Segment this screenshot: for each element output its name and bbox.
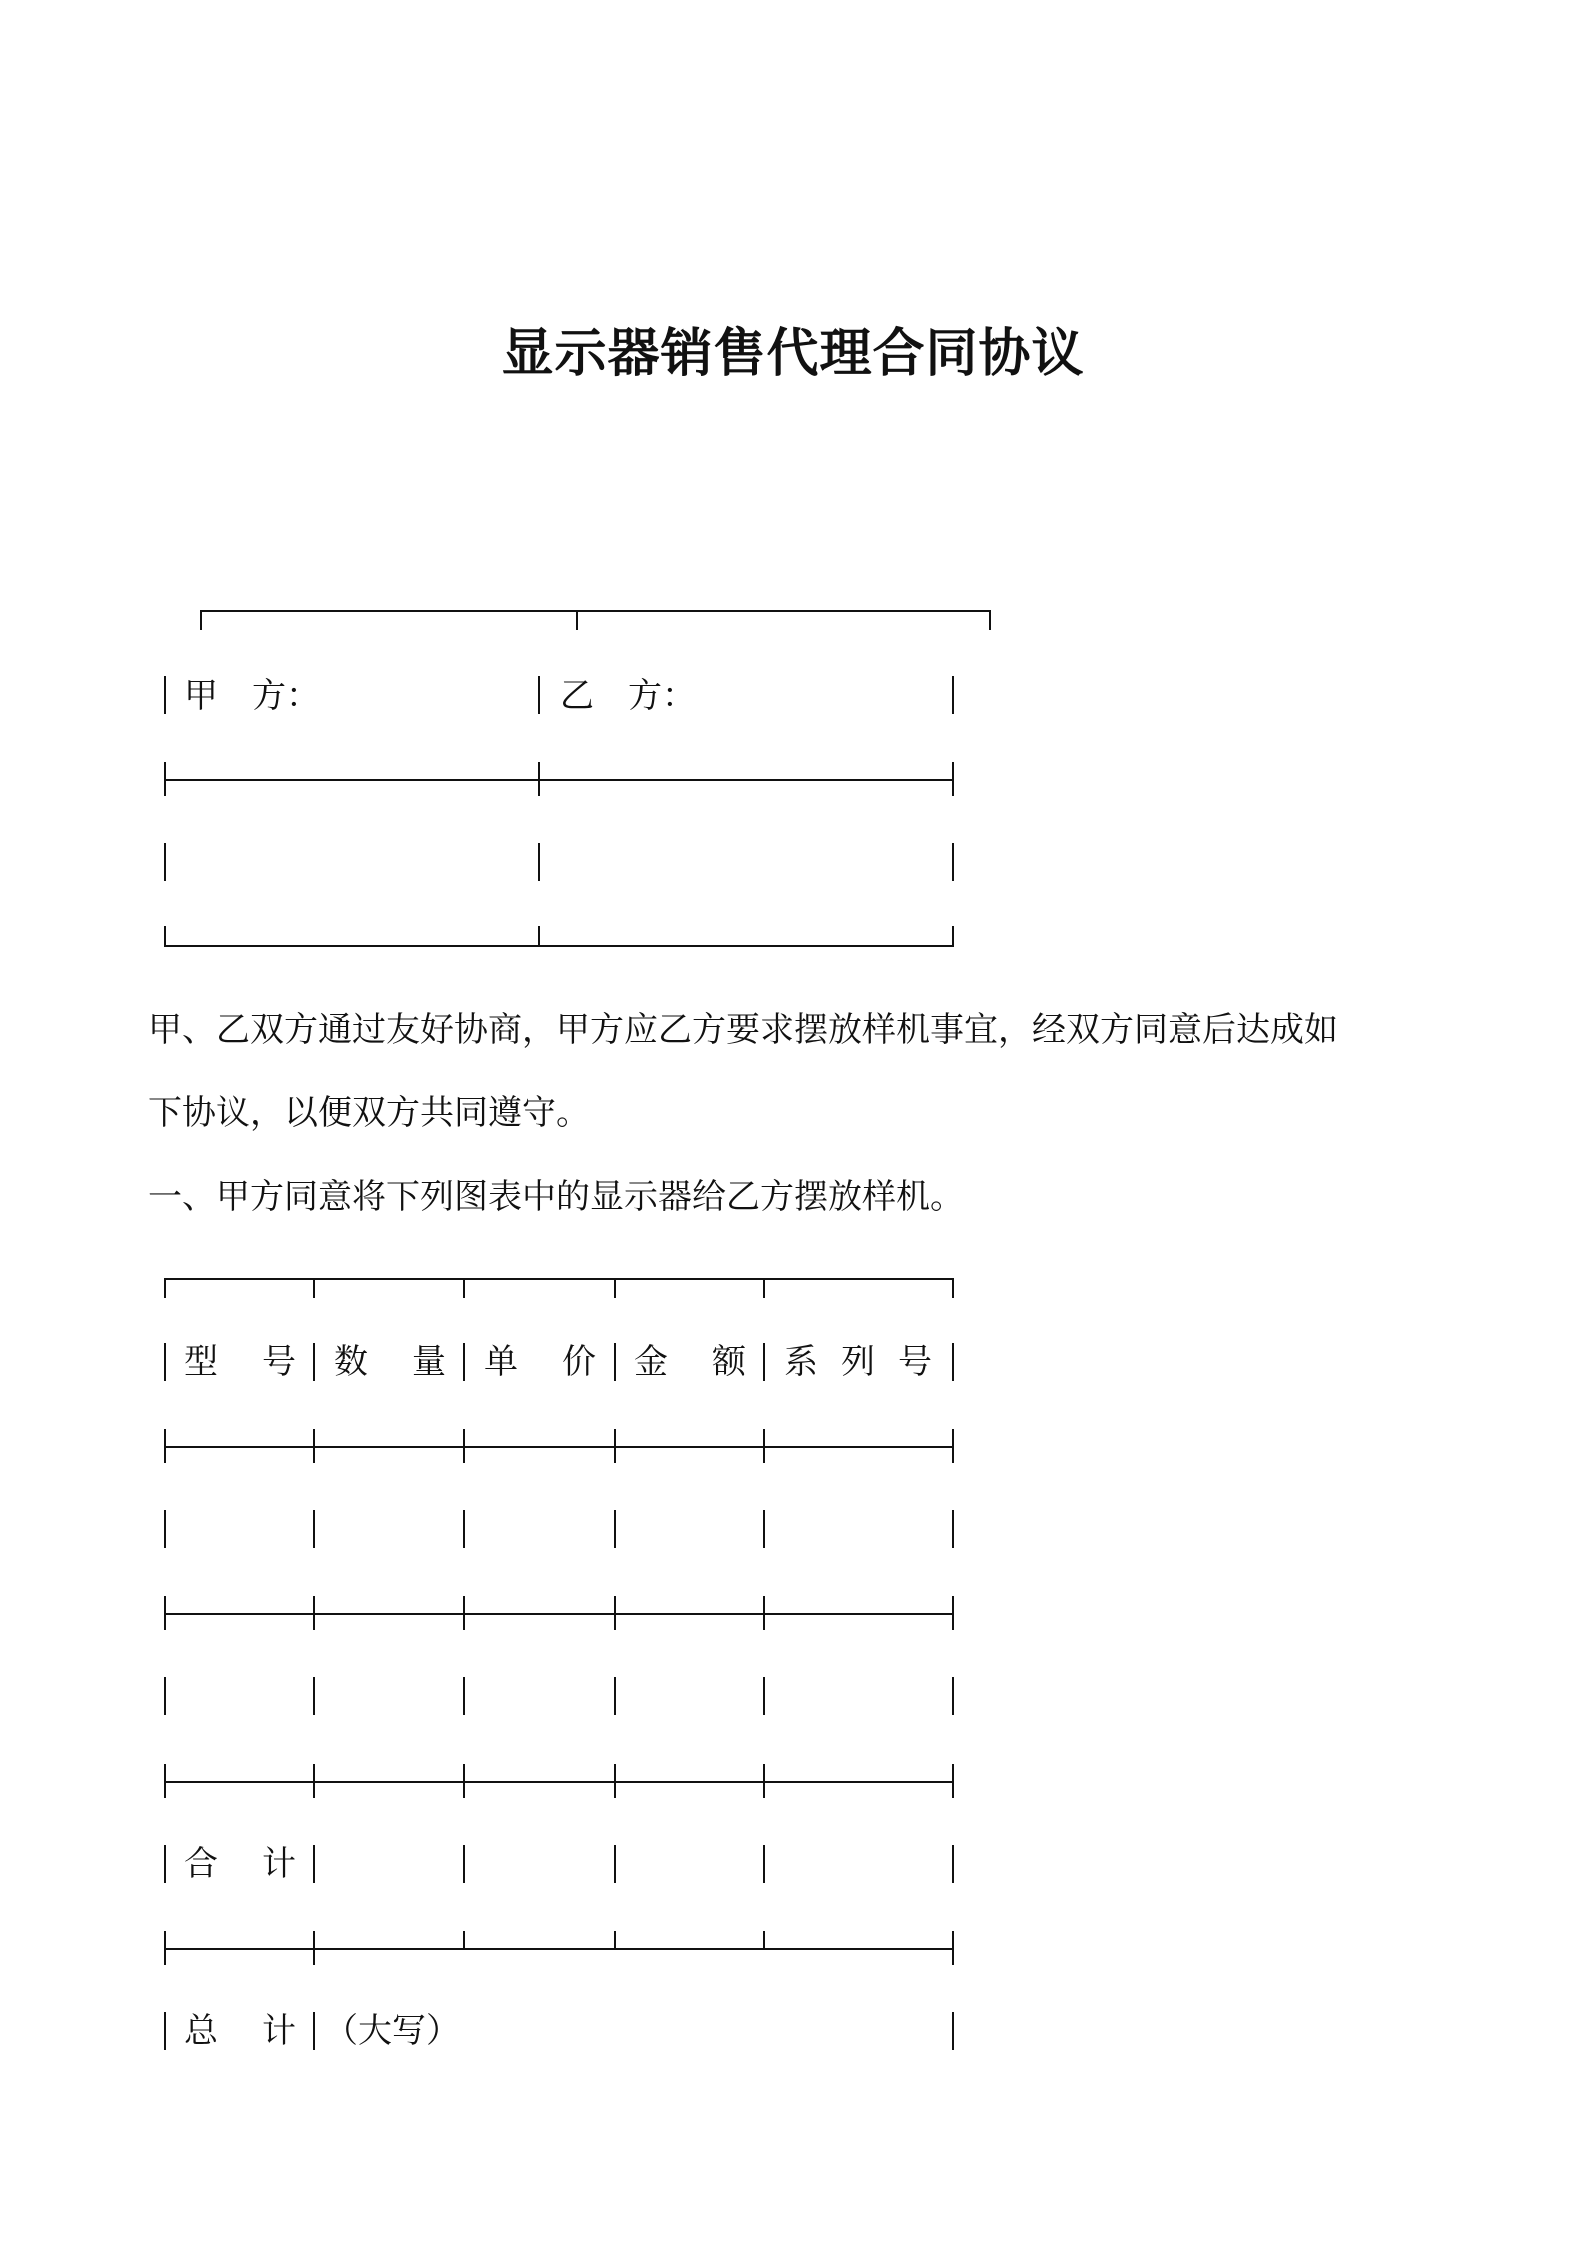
intro-line-1: 甲、乙双方通过友好协商，甲方应乙方要求摆放样机事宜，经双方同意后达成如	[148, 1010, 1338, 1050]
product-cell-border	[313, 1343, 315, 1381]
parties-top-tick	[989, 610, 991, 630]
total-capitalized-note: （大写）	[324, 2011, 460, 2051]
party-b-label: 乙 方：	[560, 676, 696, 716]
product-tick	[952, 1764, 954, 1798]
subtotal-char: 合	[184, 1844, 218, 1884]
header-serial-char: 列	[841, 1342, 875, 1382]
product-tick	[463, 1931, 465, 1950]
product-cell-border	[463, 1510, 465, 1548]
page-title: 显示器销售代理合同协议	[501, 324, 1085, 384]
product-cell-border	[952, 1343, 954, 1381]
product-tick	[952, 1596, 954, 1630]
parties-bottom-tick	[952, 926, 954, 947]
product-tick	[313, 1931, 315, 1965]
product-cell-border	[614, 1845, 616, 1883]
parties-cell-border	[164, 676, 166, 714]
product-tick	[614, 1596, 616, 1630]
product-tick	[463, 1429, 465, 1463]
product-cell-border	[952, 2012, 954, 2050]
product-tick	[614, 1931, 616, 1950]
product-row-separator	[164, 1781, 954, 1783]
parties-tick	[164, 762, 166, 796]
header-serial-number	[784, 1340, 932, 1384]
header-amount	[634, 1340, 746, 1384]
product-tick	[164, 1764, 166, 1798]
product-cell-border	[463, 1845, 465, 1883]
header-unit-price-char: 价	[562, 1342, 596, 1382]
parties-tick	[952, 762, 954, 796]
header-quantity-char: 量	[412, 1342, 446, 1382]
parties-bottom-tick	[538, 926, 540, 947]
product-cell-border	[164, 2012, 166, 2050]
product-tick	[164, 1429, 166, 1463]
parties-cell-border	[538, 676, 540, 714]
party-a-label: 甲 方：	[184, 676, 320, 716]
product-row-separator	[164, 1446, 954, 1448]
product-top-tick	[614, 1278, 616, 1298]
product-row-separator	[164, 1613, 954, 1615]
product-tick	[313, 1429, 315, 1463]
header-serial-char: 系	[784, 1342, 818, 1382]
product-cell-border	[164, 1343, 166, 1381]
product-top-tick	[313, 1278, 315, 1298]
product-cell-border	[313, 1845, 315, 1883]
product-row-separator	[164, 1948, 954, 1950]
product-tick	[952, 1429, 954, 1463]
product-cell-border	[763, 1510, 765, 1548]
product-top-border	[164, 1278, 954, 1280]
product-tick	[313, 1764, 315, 1798]
product-tick	[763, 1429, 765, 1463]
total-char: 计	[262, 2011, 296, 2051]
header-model-char: 号	[262, 1342, 296, 1382]
product-cell-border	[164, 1510, 166, 1548]
header-quantity-char: 数	[334, 1342, 368, 1382]
product-cell-border	[614, 1510, 616, 1548]
intro-line-2: 下协议，以便双方共同遵守。	[148, 1093, 590, 1133]
parties-cell-border	[952, 676, 954, 714]
parties-row-separator	[164, 779, 954, 781]
product-cell-border	[313, 2012, 315, 2050]
product-tick	[952, 1931, 954, 1965]
product-tick	[614, 1429, 616, 1463]
header-model-char: 型	[184, 1342, 218, 1382]
parties-cell-border	[952, 843, 954, 881]
header-serial-char: 号	[898, 1342, 932, 1382]
product-cell-border	[614, 1343, 616, 1381]
product-tick	[463, 1596, 465, 1630]
product-top-tick	[463, 1278, 465, 1298]
header-model	[184, 1340, 296, 1384]
product-cell-border	[952, 1510, 954, 1548]
header-amount-char: 额	[712, 1342, 746, 1382]
product-cell-border	[952, 1845, 954, 1883]
parties-bottom-tick	[164, 926, 166, 947]
product-tick	[164, 1931, 166, 1965]
product-cell-border	[313, 1677, 315, 1715]
clause-1: 一、甲方同意将下列图表中的显示器给乙方摆放样机。	[148, 1177, 964, 1217]
total-char: 总	[184, 2011, 218, 2051]
product-cell-border	[463, 1677, 465, 1715]
subtotal-label	[184, 1842, 296, 1886]
parties-top-border	[201, 610, 991, 612]
product-cell-border	[164, 1677, 166, 1715]
product-cell-border	[952, 1677, 954, 1715]
total-label	[184, 2009, 296, 2053]
parties-tick	[538, 762, 540, 796]
product-cell-border	[164, 1845, 166, 1883]
parties-bottom-border	[164, 945, 954, 947]
product-tick	[763, 1596, 765, 1630]
product-top-tick	[164, 1278, 166, 1298]
product-tick	[763, 1764, 765, 1798]
product-tick	[763, 1931, 765, 1950]
product-tick	[463, 1764, 465, 1798]
product-cell-border	[763, 1343, 765, 1381]
header-amount-char: 金	[634, 1342, 668, 1382]
header-quantity	[334, 1340, 446, 1384]
parties-top-tick	[200, 610, 202, 630]
product-cell-border	[313, 1510, 315, 1548]
product-cell-border	[463, 1343, 465, 1381]
header-unit-price-char: 单	[484, 1342, 518, 1382]
product-top-tick	[952, 1278, 954, 1298]
product-top-tick	[763, 1278, 765, 1298]
product-tick	[614, 1764, 616, 1798]
product-cell-border	[763, 1677, 765, 1715]
parties-cell-border	[164, 843, 166, 881]
product-cell-border	[763, 1845, 765, 1883]
subtotal-char: 计	[262, 1844, 296, 1884]
parties-cell-border	[538, 843, 540, 881]
parties-top-tick	[576, 610, 578, 630]
header-unit-price	[484, 1340, 596, 1384]
product-tick	[313, 1596, 315, 1630]
product-cell-border	[614, 1677, 616, 1715]
product-tick	[164, 1596, 166, 1630]
